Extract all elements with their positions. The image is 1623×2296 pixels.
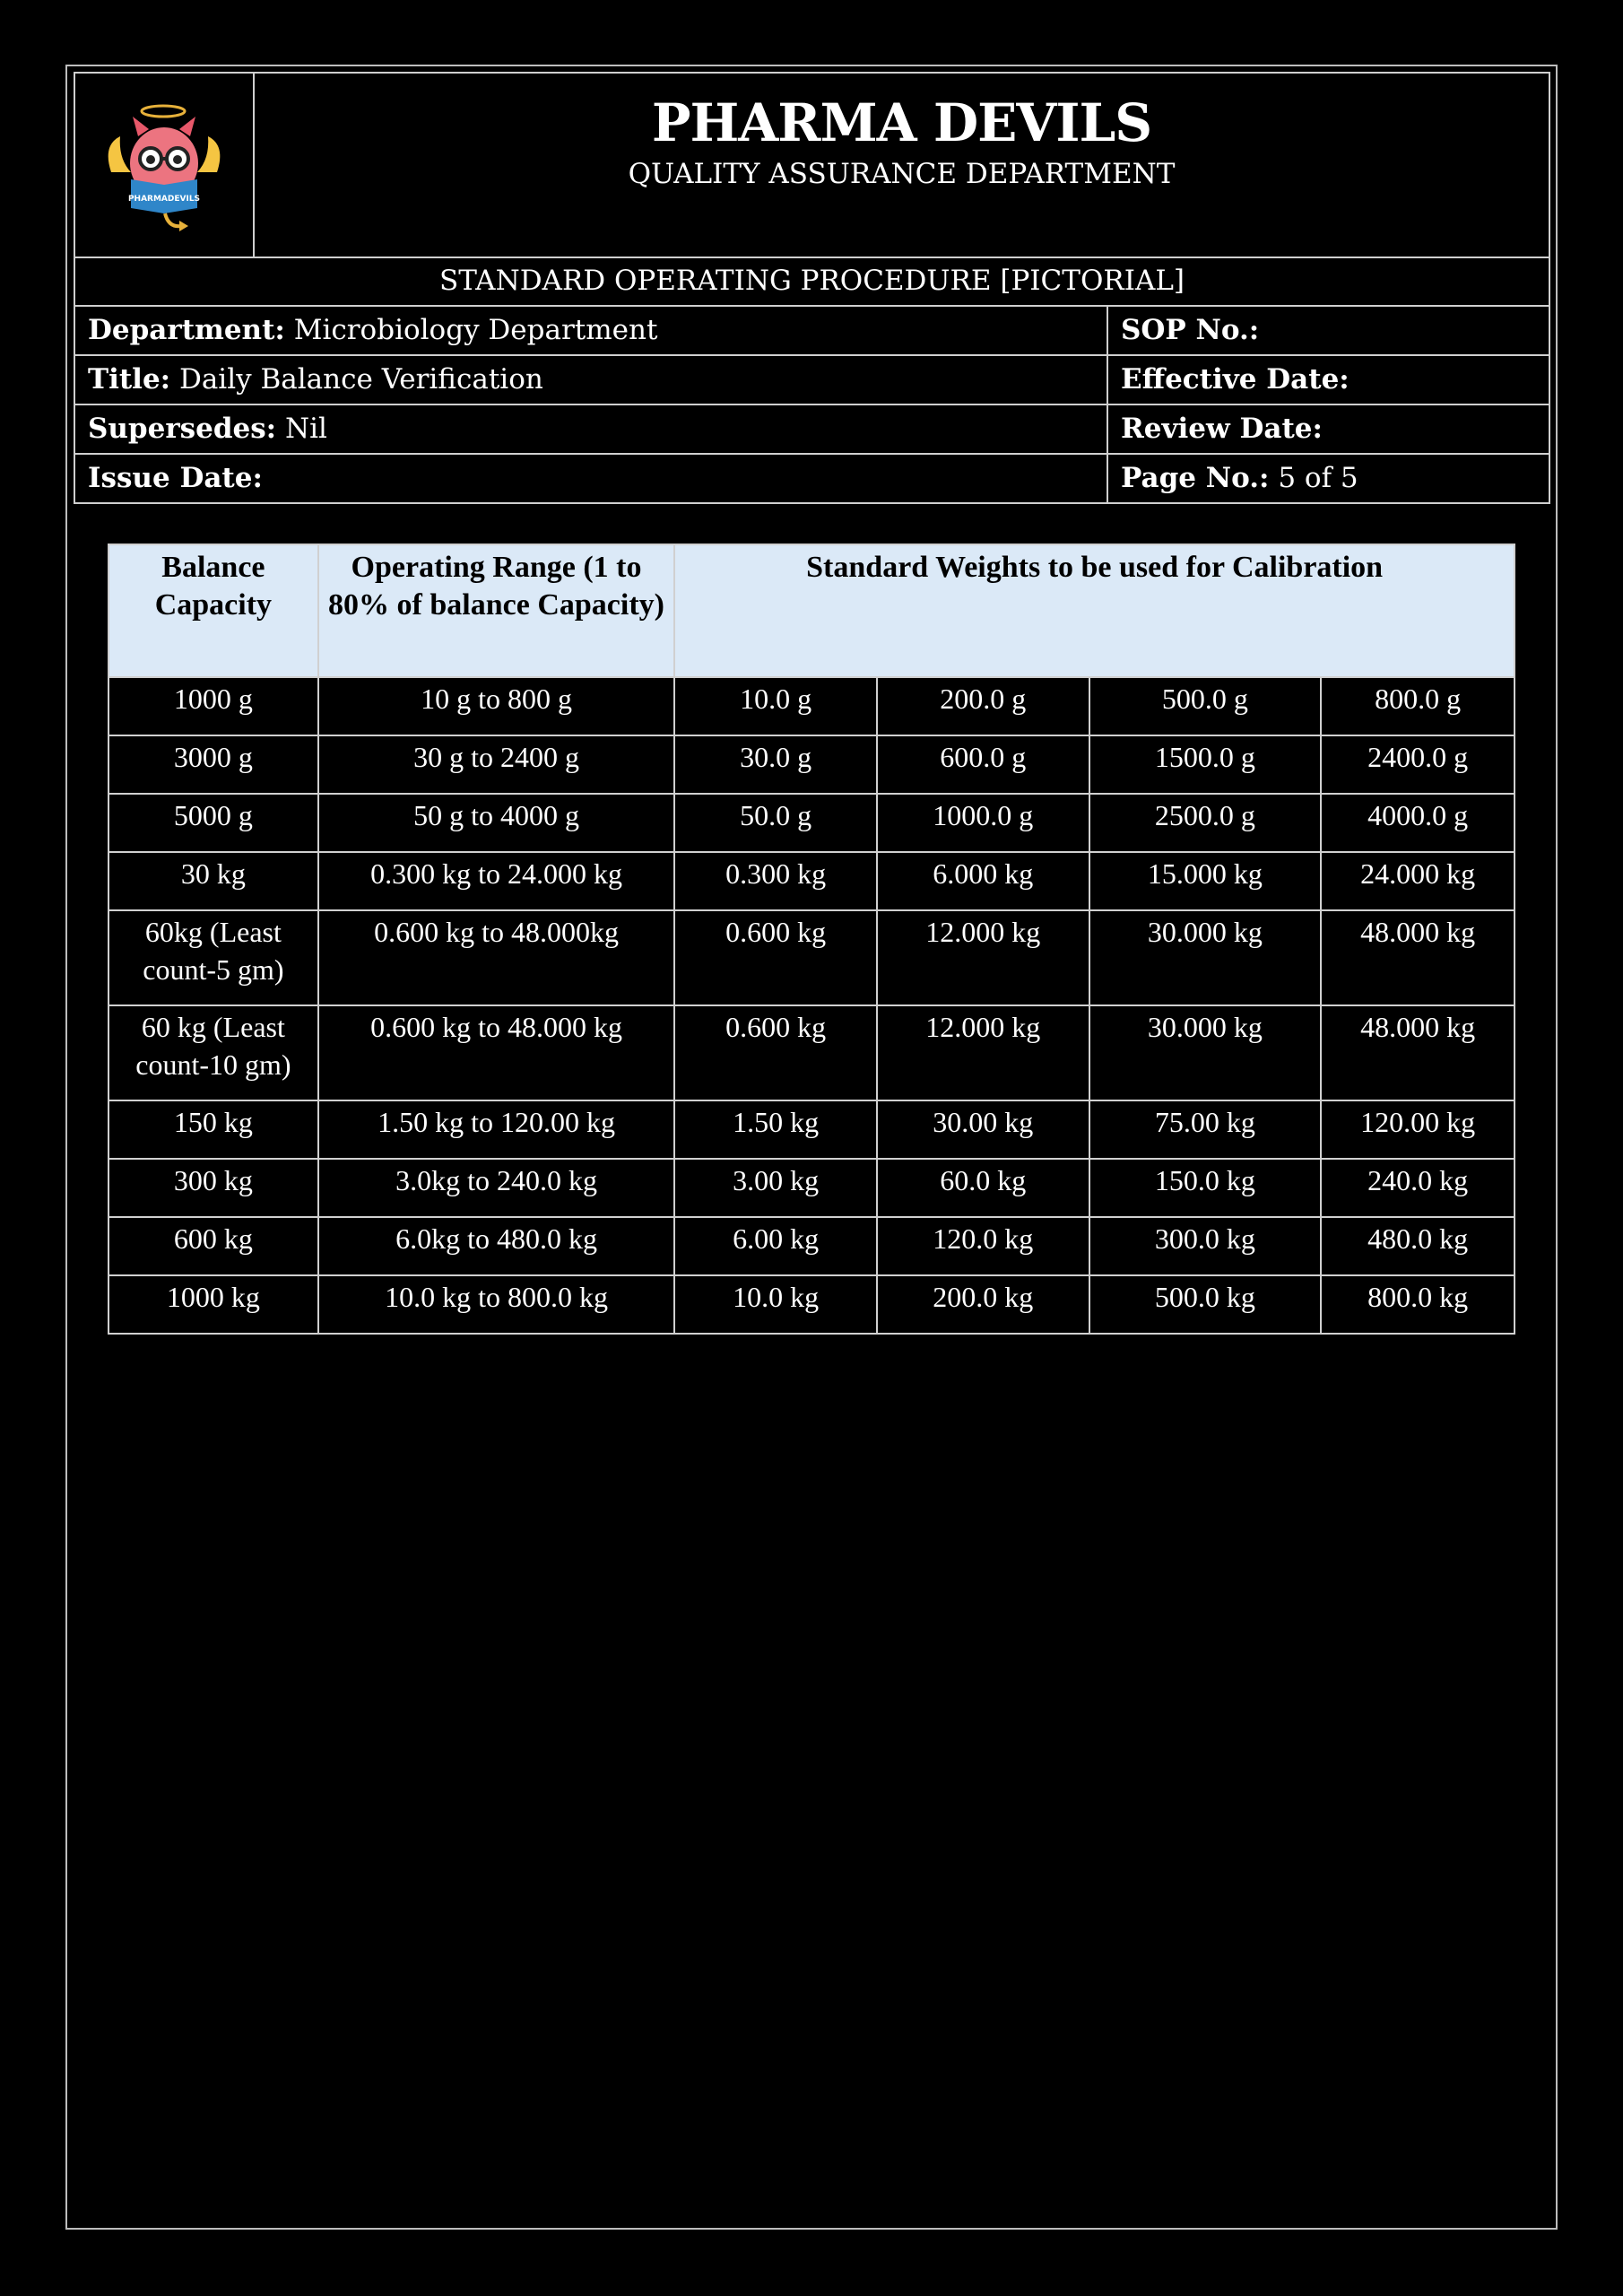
supersedes-value: Nil bbox=[285, 413, 327, 445]
table-cell: 30.000 kg bbox=[1089, 910, 1322, 1005]
issue-date-field bbox=[75, 454, 263, 502]
table-cell: 6.0kg to 480.0 kg bbox=[318, 1217, 674, 1275]
table-cell: 0.600 kg bbox=[674, 910, 877, 1005]
department-title: QUALITY ASSURANCE DEPARTMENT bbox=[628, 158, 1176, 190]
table-cell: 3000 g bbox=[108, 735, 318, 794]
page-no-label: Page No.: bbox=[1121, 462, 1270, 494]
table-cell: 30.0 g bbox=[674, 735, 877, 794]
table-cell: 150 kg bbox=[108, 1100, 318, 1159]
table-cell: 0.300 kg to 24.000 kg bbox=[318, 852, 674, 910]
table-cell: 12.000 kg bbox=[877, 1005, 1089, 1100]
table-cell: 30 kg bbox=[108, 852, 318, 910]
table-row bbox=[108, 1005, 1515, 1100]
table-cell: 200.0 g bbox=[877, 677, 1089, 735]
page-no-field bbox=[1108, 454, 1358, 502]
table-cell: 3.0kg to 240.0 kg bbox=[318, 1159, 674, 1217]
table-cell: 500.0 g bbox=[1089, 677, 1322, 735]
table-row bbox=[108, 1159, 1515, 1217]
logo-cell bbox=[75, 74, 255, 257]
table-cell: 200.0 kg bbox=[877, 1275, 1089, 1334]
table-row bbox=[108, 1100, 1515, 1159]
table-cell: 4000.0 g bbox=[1321, 794, 1515, 852]
review-date-label: Review Date: bbox=[1121, 413, 1323, 445]
department-field bbox=[75, 306, 657, 354]
table-cell: 2500.0 g bbox=[1089, 794, 1322, 852]
table-row bbox=[108, 852, 1515, 910]
table-cell: 60 kg (Least count-10 gm) bbox=[108, 1005, 318, 1100]
table-cell: 50 g to 4000 g bbox=[318, 794, 674, 852]
table-cell: 1000 kg bbox=[108, 1275, 318, 1334]
table-cell: 800.0 kg bbox=[1321, 1275, 1515, 1334]
table-row bbox=[108, 1217, 1515, 1275]
effective-date-field bbox=[1108, 355, 1350, 404]
sop-heading: STANDARD OPERATING PROCEDURE [PICTORIAL] bbox=[438, 265, 1185, 297]
table-cell: 30 g to 2400 g bbox=[318, 735, 674, 794]
header-operating-range: Operating Range (1 to 80% of balance Capacity) bbox=[318, 544, 674, 677]
table-cell: 10 g to 800 g bbox=[318, 677, 674, 735]
table-cell: 48.000 kg bbox=[1321, 910, 1515, 1005]
table-cell: 1.50 kg bbox=[674, 1100, 877, 1159]
company-block bbox=[255, 74, 1549, 257]
table-cell: 1000.0 g bbox=[877, 794, 1089, 852]
svg-text:PHARMADEVILS: PHARMADEVILS bbox=[127, 195, 201, 204]
page-no-value: 5 of 5 bbox=[1278, 462, 1358, 494]
company-name: PHARMA DEVILS bbox=[651, 92, 1152, 153]
table-cell: 30.000 kg bbox=[1089, 1005, 1322, 1100]
table-row bbox=[108, 910, 1515, 1005]
table-cell: 60.0 kg bbox=[877, 1159, 1089, 1217]
table-cell: 10.0 kg to 800.0 kg bbox=[318, 1275, 674, 1334]
issue-date-label: Issue Date: bbox=[88, 462, 263, 494]
table-cell: 150.0 kg bbox=[1089, 1159, 1322, 1217]
table-cell: 120.00 kg bbox=[1321, 1100, 1515, 1159]
table-header-row bbox=[108, 544, 1515, 677]
table-cell: 600 kg bbox=[108, 1217, 318, 1275]
review-date-field bbox=[1108, 404, 1323, 453]
table-cell: 1.50 kg to 120.00 kg bbox=[318, 1100, 674, 1159]
table-cell: 1500.0 g bbox=[1089, 735, 1322, 794]
table-cell: 3.00 kg bbox=[674, 1159, 877, 1217]
table-cell: 24.000 kg bbox=[1321, 852, 1515, 910]
table-cell: 240.0 kg bbox=[1321, 1159, 1515, 1217]
table-cell: 0.600 kg bbox=[674, 1005, 877, 1100]
table-cell: 0.600 kg to 48.000kg bbox=[318, 910, 674, 1005]
table-row bbox=[108, 1275, 1515, 1334]
table-cell: 10.0 kg bbox=[674, 1275, 877, 1334]
department-value: Microbiology Department bbox=[293, 314, 658, 346]
table-cell: 300 kg bbox=[108, 1159, 318, 1217]
table-cell: 480.0 kg bbox=[1321, 1217, 1515, 1275]
table-row bbox=[108, 735, 1515, 794]
sop-no-label: SOP No.: bbox=[1121, 314, 1260, 346]
table-cell: 0.600 kg to 48.000 kg bbox=[318, 1005, 674, 1100]
table-cell: 120.0 kg bbox=[877, 1217, 1089, 1275]
header-standard-weights: Standard Weights to be used for Calibration bbox=[674, 544, 1515, 677]
table-row bbox=[108, 677, 1515, 735]
table-cell: 30.00 kg bbox=[877, 1100, 1089, 1159]
table-cell: 5000 g bbox=[108, 794, 318, 852]
supersedes-field bbox=[75, 404, 327, 453]
pharma-devils-logo bbox=[75, 74, 255, 257]
table-cell: 15.000 kg bbox=[1089, 852, 1322, 910]
table-cell: 75.00 kg bbox=[1089, 1100, 1322, 1159]
table-cell: 800.0 g bbox=[1321, 677, 1515, 735]
table-cell: 300.0 kg bbox=[1089, 1217, 1322, 1275]
header-balance-capacity: Balance Capacity bbox=[108, 544, 318, 677]
title-field bbox=[75, 355, 543, 404]
table-cell: 60kg (Least count-5 gm) bbox=[108, 910, 318, 1005]
table-cell: 0.300 kg bbox=[674, 852, 877, 910]
title-value: Daily Balance Verification bbox=[178, 363, 543, 396]
document-header bbox=[74, 72, 1550, 504]
table-cell: 6.000 kg bbox=[877, 852, 1089, 910]
title-label: Title: bbox=[88, 363, 171, 396]
department-label: Department: bbox=[88, 314, 285, 346]
table-cell: 48.000 kg bbox=[1321, 1005, 1515, 1100]
supersedes-label: Supersedes: bbox=[88, 413, 277, 445]
table-cell: 2400.0 g bbox=[1321, 735, 1515, 794]
table-cell: 500.0 kg bbox=[1089, 1275, 1322, 1334]
table-row bbox=[108, 794, 1515, 852]
table-cell: 600.0 g bbox=[877, 735, 1089, 794]
table-cell: 12.000 kg bbox=[877, 910, 1089, 1005]
sop-no-field bbox=[1108, 306, 1259, 354]
table-cell: 10.0 g bbox=[674, 677, 877, 735]
table-cell: 50.0 g bbox=[674, 794, 877, 852]
effective-date-label: Effective Date: bbox=[1121, 363, 1350, 396]
table-cell: 1000 g bbox=[108, 677, 318, 735]
calibration-weights-table bbox=[108, 544, 1515, 1335]
table-cell: 6.00 kg bbox=[674, 1217, 877, 1275]
